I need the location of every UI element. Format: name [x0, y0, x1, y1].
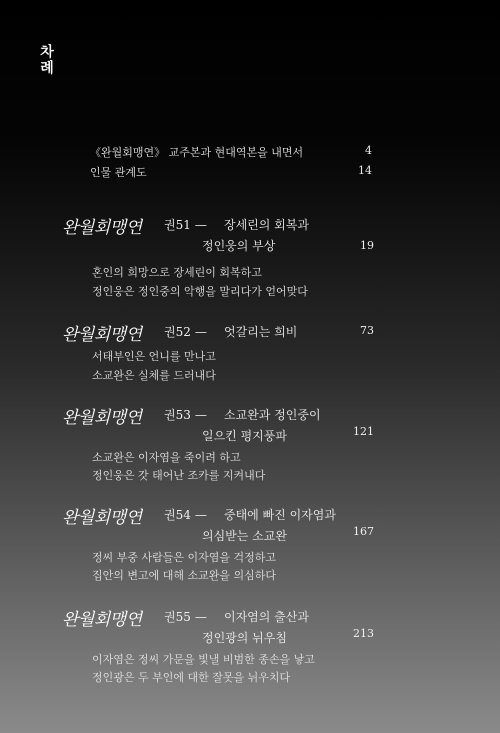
book-title: 완월회맹연: [62, 218, 142, 238]
section-page-number: 73: [360, 324, 374, 337]
section-summary-line: 정인광은 두 부인에 대한 잘못을 뉘우치다: [92, 671, 291, 684]
volume-label: 권53 —: [164, 408, 207, 422]
section-page-number: 19: [360, 239, 374, 252]
section-page-number: 121: [353, 425, 374, 438]
section-subtitle-line2: 의심받는 소교완: [202, 529, 287, 543]
front-matter-item[interactable]: [90, 164, 372, 180]
toc-section-vol52[interactable]: [62, 320, 374, 390]
section-summary-line: 소교완은 실체를 드러내다: [92, 369, 216, 382]
toc-section-vol55[interactable]: [62, 605, 374, 695]
section-summary-line: 정인웅은 갓 태어난 조카를 지켜내다: [92, 469, 266, 482]
section-subtitle-line2: 정인웅의 부상: [202, 239, 276, 253]
section-subtitle-line2: 일으킨 평지풍파: [202, 429, 287, 443]
book-title: 완월회맹연: [62, 408, 142, 428]
section-subtitle-line1: 엇갈리는 희비: [224, 325, 298, 339]
front-matter-item[interactable]: [90, 144, 372, 160]
front-matter-page: 4: [365, 144, 372, 157]
volume-label: 권52 —: [164, 325, 207, 339]
book-title: 완월회맹연: [62, 325, 142, 345]
front-matter-title: 인물 관계도: [90, 166, 147, 179]
front-matter-page: 14: [358, 164, 372, 177]
section-subtitle-line1: 중태에 빠진 이자염과: [224, 508, 336, 522]
volume-label: 권54 —: [164, 508, 207, 522]
section-summary-line: 정인웅은 정인중의 악행을 말리다가 얻어맞다: [92, 285, 308, 298]
section-subtitle-line1: 이자염의 출산과: [224, 610, 309, 624]
toc-section-vol54[interactable]: [62, 503, 374, 593]
toc-section-vol51[interactable]: [62, 213, 374, 303]
section-subtitle-line2: 정인광의 뉘우침: [202, 631, 287, 645]
section-subtitle-line1: 소교완과 정인중이: [224, 408, 321, 422]
toc-heading: 차례: [38, 44, 54, 76]
section-page-number: 213: [353, 627, 374, 640]
toc-section-vol53[interactable]: [62, 403, 374, 493]
section-summary-line: 이자염은 정씨 가문을 빛낼 비범한 종손을 낳고: [92, 653, 315, 666]
section-summary-line: 서태부인은 언니를 만나고: [92, 350, 216, 363]
front-matter-title: 《완월회맹연》 교주본과 현대역본을 내면서: [90, 146, 304, 159]
section-summary-line: 집안의 변고에 대해 소교완을 의심하다: [92, 569, 277, 582]
volume-label: 권55 —: [164, 610, 207, 624]
section-summary-line: 소교완은 이자염을 죽이려 하고: [92, 451, 241, 464]
volume-label: 권51 —: [164, 218, 207, 232]
section-summary-line: 정씨 부중 사람들은 이자염을 걱정하고: [92, 551, 277, 564]
section-summary-line: 혼인의 희망으로 장세린이 회복하고: [92, 266, 262, 279]
section-subtitle-line1: 장세린의 회복과: [224, 218, 309, 232]
section-page-number: 167: [353, 525, 374, 538]
book-title: 완월회맹연: [62, 610, 142, 630]
book-title: 완월회맹연: [62, 508, 142, 528]
